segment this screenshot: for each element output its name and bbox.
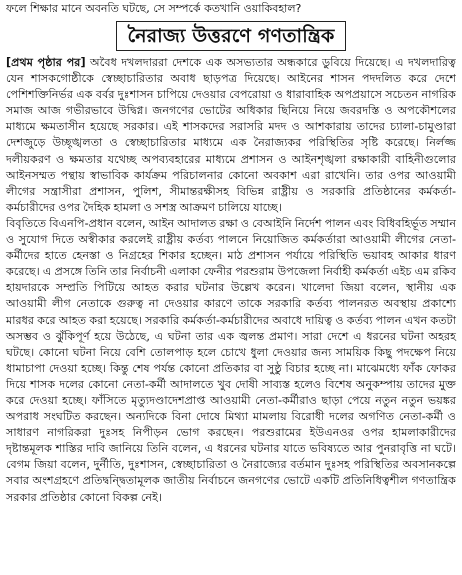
continued-from-tag: [প্রথম পৃষ্ঠার পর]	[6, 56, 86, 69]
headline-container	[6, 21, 456, 51]
newspaper-page	[0, 2, 462, 575]
previous-column-text: ফলে শিক্ষার মানে অবনতি ঘটছে, সে সম্পর্কে কতখানি ওয়াকিবহাল?	[6, 2, 302, 15]
article-paragraph-1	[6, 55, 456, 216]
paragraph-1-text: অবৈধ দখলদাররা দেশকে এক অসভ্যতার অন্ধকারে ডুবিয়ে দিয়েছে। এ দখলদারিত্ব যেন শাসকগোষ্ঠীকে স্বেচ্ছাচারিতার অবাধ ছাড়পত্র দিয়েছে। আইনের শাসন পদদলিত করে দেশে পেশিশক্তিনির্ভর এক বর্বর দুঃশাসন চাপিয়ে দেওয়ার বেপরোয়া ও ধারাবাহিক অপপ্রয়াসে সচেতন নাগরিক সমাজ আজ গভীরভাবে উদ্বিগ্ন। জনগণের ভোটের অধিকার ছিনিয়ে নিয়ে জবরদস্তি ও অপকৌশলের মাধ্যমে ক্ষমতাসীন হয়েছে সরকার। এই শাসকদের সরাসরি মদদ ও আশকারায় তাদের চ্যালা-চামুণ্ডারা দেশজুড়ে উচ্ছৃঙ্খলতা ও স্বেচ্ছাচারিতার মাধ্যমে এক নৈরাজ্যকর পরিস্থিতির সৃষ্টি করেছে। নির্লজ্জ দলীয়করণ ও ক্ষমতার যথেচ্ছ অপব্যবহারের মাধ্যমে প্রশাসন ও আইনশৃঙ্খলা রক্ষাকারী বাহিনীগুলোর আইনসম্মত পন্থায় স্বাভাবিক কার্যক্রম পরিচালনার কোনো অবকাশ এরা রাখেনি। তার ওপর আওয়ামী লীগের সন্ত্রাসীরা প্রশাসন, পুলিশ, সীমান্তরক্ষীসহ বিভিন্ন রাষ্ট্রীয় ও সরকারি প্রতিষ্ঠানের কর্মকর্তা-কর্মচারীদের ওপর দৈহিক হামলা ও সশস্ত্র আক্রমণ চালিয়ে যাচ্ছে।	[6, 56, 456, 214]
article-body	[6, 55, 456, 506]
article-paragraph-2: বিবৃতিতে বিএনপি-প্রধান বলেন, আইন আদালত রক্ষা ও বেআইনি নির্দেশ পালন এবং বিধিবহির্ভূত সম্মান ও সুযোগ দিতে অস্বীকার করলেই রাষ্ট্রীয় কর্তব্য পালনে নিয়োজিত কর্মকর্তারা আওয়ামী লীগের নেতা-কর্মীদের হাতে হেনস্তা ও নিগ্রহের শিকার হচ্ছেন। মাঠ প্রশাসন পর্যায়ে পরিস্থিতি ভয়াবহ আকার ধারণ করেছে। এ প্রসঙ্গে তিনি তার নির্বাচনী এলাকা ফেনীর পরশুরাম উপজেলা নির্বাহী কর্মকর্তা এইচ এম রকিব হায়দারকে সম্প্রতি পিটিয়ে আহত করার ঘটনার উল্লেখ করেন। খালেদা জিয়া বলেন, স্থানীয় এক আওয়ামী লীগ নেতাকে গুরুত্ব না দেওয়ার কারণে তাকে সরকারি কর্তব্য পালনরত অবস্থায় প্রকাশ্যে মারধর করে আহত করা হয়েছে। সরকারি কর্মকর্তা-কর্মচারীদের অবাধে দায়িত্ব ও কর্তব্য পালন এখন কতটা অসম্ভব ও ঝুঁকিপূর্ণ হয়ে উঠেছে, এ ঘটনা তার এক জ্বলন্ত প্রমাণ। সারা দেশে এ ধরনের ঘটনা অহরহ ঘটছে। কোনো ঘটনা নিয়ে বেশি তোলপাড় হলে চোখে ধুলা দেওয়ার জন্য সাময়িক কিছু পদক্ষেপ নিয়ে ধামাচাপা দেওয়া হচ্ছে। কিন্তু শেষ পর্যন্ত কোনো প্রতিকার বা সুষ্ঠু বিচার হচ্ছে না। মাঝেমধ্যে ফাঁক ফোকর দিয়ে শাসক দলের কোনো নেতা-কর্মী আদালতে খুব দোষী সাব্যস্ত হলেও বিশেষ অনুকম্পায় তাদের মুক্ত করে দেওয়া হচ্ছে। ফাঁসিতে মৃত্যুদণ্ডাদেশপ্রাপ্ত আওয়ামী নেতা-কর্মীরাও ছাড়া পেয়ে নতুন নতুন ভয়ঙ্কর অপরাধ সংঘটিত করছেন। অন্যদিকে বিনা দোষে মিথ্যা মামলায় বিরোধী দলের অগণিত নেতা-কর্মী ও সাধারণ নাগরিকরা দুঃসহ নিপীড়ন ভোগ করছেন। পরশুরামের ইউএনওর ওপর হামলাকারীদের দৃষ্টান্তমূলক শাস্তির দাবি জানিয়ে তিনি বলেন, এ ধরনের ঘটনার যাতে ভবিষ্যতে আর পুনরাবৃত্তি না ঘটে। বেগম জিয়া বলেন, দুর্নীতি, দুঃশাসন, স্বেচ্ছাচারিতা ও নৈরাজ্যের বর্তমান দুঃসহ পরিস্থিতির অবসানকল্পে সবার অংশগ্রহণে প্রতিদ্বন্দ্বিতামূলক জাতীয় নির্বাচনে জনগণের ভোটে একটি প্রতিনিধিত্বশীল গণতান্ত্রিক সরকার প্রতিষ্ঠার কোনো বিকল্প নেই।	[6, 216, 456, 504]
article-headline: নৈরাজ্য উত্তরণে গণতান্ত্রিক	[116, 21, 345, 51]
